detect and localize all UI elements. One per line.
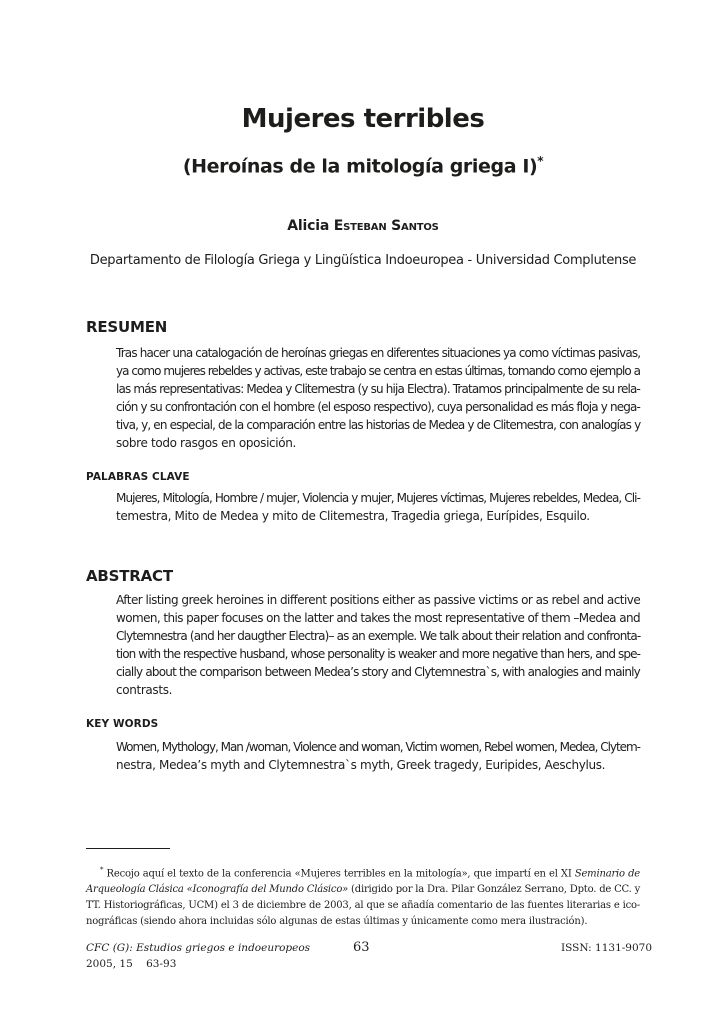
author-affiliation: Departamento de Filología Griega y Lingüística Indoeuropea - Universidad Complutense xyxy=(89,253,637,268)
key-words-text xyxy=(116,738,640,774)
author-last-name: Esteban Santos xyxy=(333,218,439,234)
journal-volume: 2005, 15 63-93 xyxy=(86,958,177,970)
resumen-heading: RESUMEN xyxy=(86,318,168,336)
abstract-line: women, this paper focuses on the latter and takes the most representative of them –Medea and xyxy=(116,611,640,625)
resumen-text xyxy=(116,344,640,452)
footnote-text: (dirigido por la Dra. Pilar González Serrano, Dpto. de CC. y xyxy=(348,884,641,896)
author-name xyxy=(0,218,726,234)
subtitle-text: (Heroínas de la mitología griega I) xyxy=(182,155,538,178)
resumen-line: tiva, y, en especial, de la comparación entre las historias de Medea y de Clitemestra, con analogías y xyxy=(116,418,641,432)
key-words-heading: KEY WORDS xyxy=(86,718,159,730)
footnote-separator xyxy=(86,848,170,849)
resumen-line: las más representativas: Medea y Clitemestra (y su hija Electra). Tratamos principalmente de su rela- xyxy=(116,382,641,396)
palabras-clave-heading: PALABRAS CLAVE xyxy=(86,471,190,483)
footnote-italic: Seminario de xyxy=(574,868,640,880)
key-words-line: Women, Mythology, Man /woman, Violence and woman, Victim women, Rebel women, Medea, Clytem- xyxy=(116,740,640,754)
footnote-mark: * xyxy=(100,866,104,874)
palabras-clave-text xyxy=(116,489,640,525)
journal-name: CFC (G): Estudios griegos e indoeuropeos xyxy=(86,942,311,954)
author-first-name: Alicia xyxy=(287,218,334,234)
resumen-line: Tras hacer una catalogación de heroínas griegas en diferentes situaciones ya como víctimas pasivas, xyxy=(116,346,641,360)
abstract-line: tion with the respective husband, whose personality is weaker and more negative than hers, and spe- xyxy=(116,647,640,661)
abstract-text xyxy=(116,591,640,699)
palabras-clave-line: Mujeres, Mitología, Hombre / mujer, Violencia y mujer, Mujeres víctimas, Mujeres rebeldes, Medea, Cli- xyxy=(116,491,640,505)
abstract-heading: ABSTRACT xyxy=(86,567,173,585)
abstract-line: After listing greek heroines in different positions either as passive victims or as rebel and active xyxy=(116,593,641,607)
page-number: 63 xyxy=(353,940,370,955)
footnote-line xyxy=(86,862,640,882)
footnote xyxy=(86,862,640,930)
key-words-line: nestra, Medea’s myth and Clytemnestra`s myth, Greek tragedy, Euripides, Aeschylus. xyxy=(116,758,606,772)
issn: ISSN: 1131-9070 xyxy=(561,942,653,954)
article-subtitle xyxy=(0,154,726,177)
resumen-line: ya como mujeres rebeldes y activas, este trabajo se centra en estas últimas, tomando como ejemplo a xyxy=(116,364,641,378)
article-title: Mujeres terribles xyxy=(241,104,485,134)
footnote-text: Recojo aquí el texto de la conferencia «Mujeres terribles en la mitología», que impartí en el XI xyxy=(106,868,575,880)
footnote-line: TT. Historiográficas, UCM) el 3 de diciembre de 2003, al que se añadía comentario de las fuentes literarias e ico- xyxy=(86,900,640,912)
resumen-line: sobre todo rasgos en oposición. xyxy=(116,436,296,450)
footnote-mark: * xyxy=(537,154,544,168)
footnote-italic: Arqueología Clásica «Iconografía del Mundo Clásico» xyxy=(86,884,349,896)
resumen-line: ción y su confrontación con el hombre (el esposo respectivo), cuya personalidad es más floja y nega- xyxy=(116,400,640,414)
abstract-line: contrasts. xyxy=(116,683,173,697)
palabras-clave-line: temestra, Mito de Medea y mito de Clitemestra, Tragedia griega, Eurípides, Esquilo. xyxy=(116,509,590,523)
footnote-line xyxy=(86,882,640,898)
footnote-line: nográficas (siendo ahora incluidas sólo algunas de estas últimas y únicamente como mera ilustración). xyxy=(86,916,588,928)
abstract-line: cially about the comparison between Medea’s story and Clytemnestra`s, with analogies and mainly xyxy=(116,665,640,679)
abstract-line: Clytemnestra (and her daugther Electra)– as an exemple. We talk about their relation and confronta- xyxy=(116,629,641,643)
